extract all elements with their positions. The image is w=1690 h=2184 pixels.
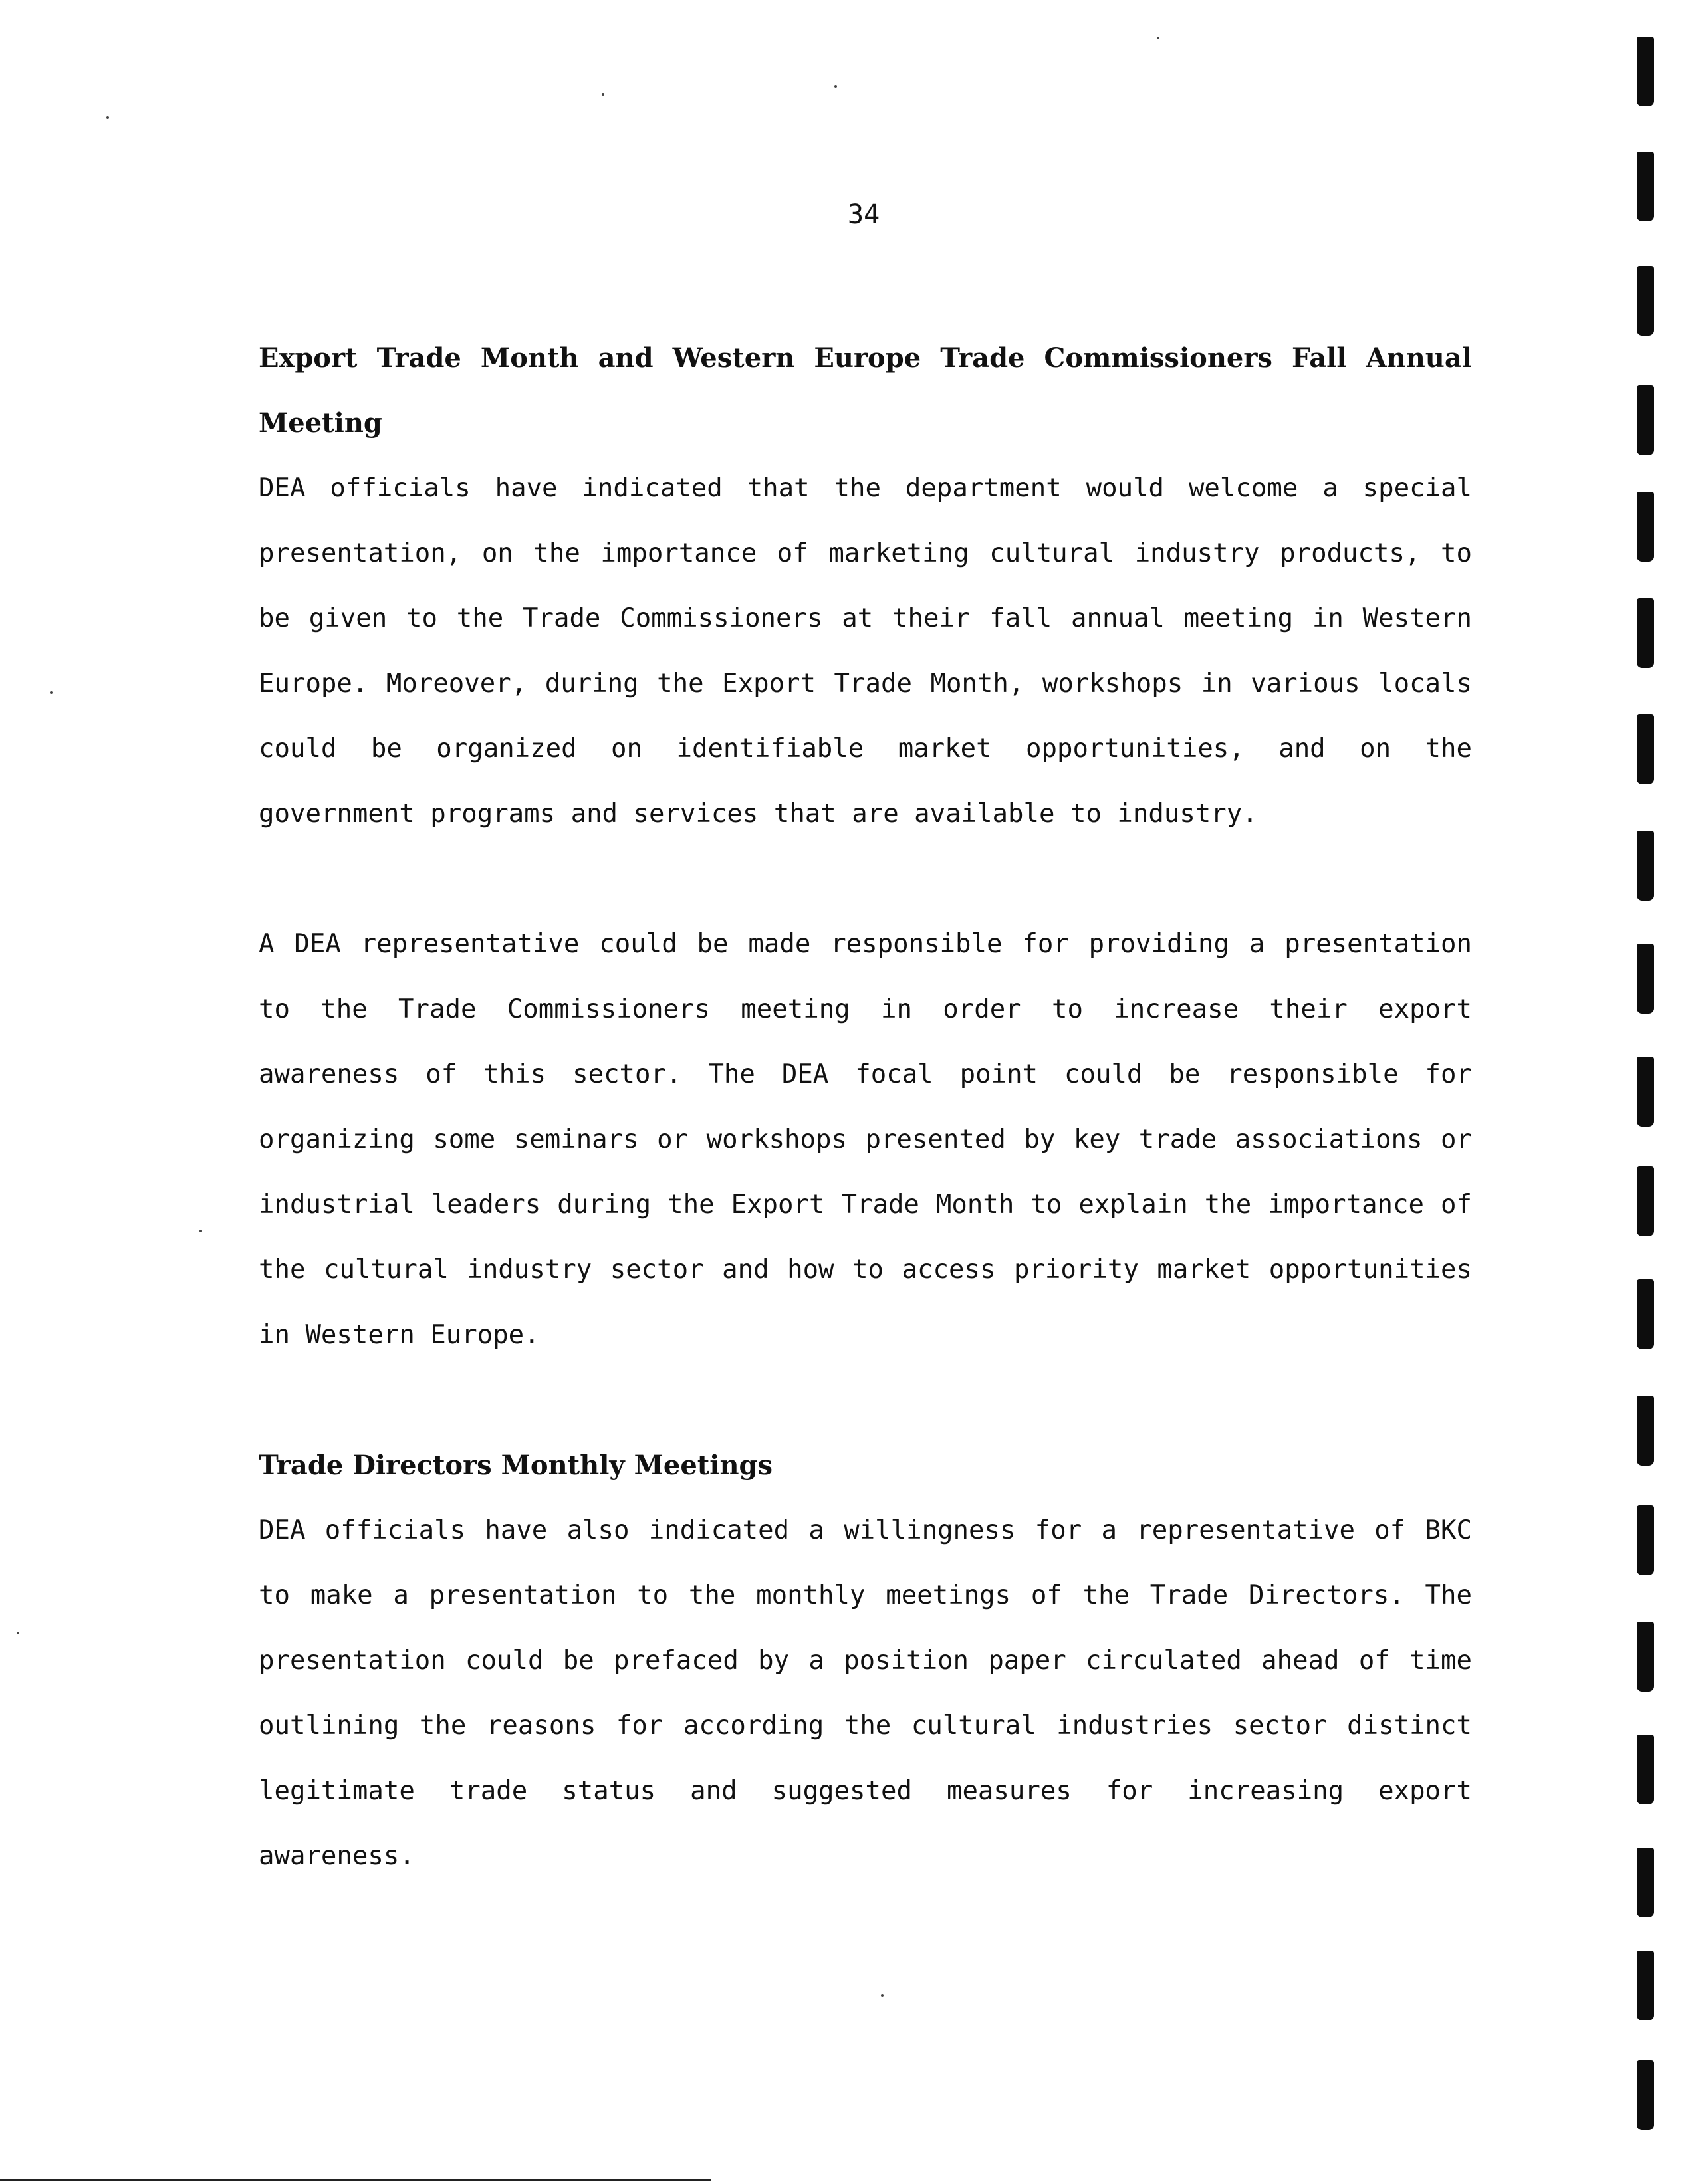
binder-hole [1637,492,1654,562]
binder-hole [1637,1057,1654,1127]
scan-speck [602,93,604,96]
scan-speck [17,1632,19,1634]
binder-holes [1610,0,1690,2184]
section-heading-export-trade-month: Export Trade Month and Western Europe Trade Commissioners Fall Annual Meeting [259,342,1472,439]
binder-hole [1637,1622,1654,1692]
binder-hole [1637,1505,1654,1575]
scan-edge-line [0,2179,711,2181]
binder-hole [1637,1396,1654,1466]
scan-speck [1157,37,1159,39]
binder-hole [1637,1951,1654,2020]
document-body [259,326,1472,1889]
binder-hole [1637,1279,1654,1349]
scan-speck [199,1230,202,1232]
scan-speck [106,116,109,119]
binder-hole [1637,266,1654,336]
section-heading-trade-directors-meetings: Trade Directors Monthly Meetings [259,1450,773,1481]
binder-hole [1637,714,1654,784]
binder-hole [1637,385,1654,455]
paragraph: DEA officials have indicated that the department would welcome a special presentation, on the importance of marketing cultural industry products, to be given to the Trade Commissioners at their fall annual meeting in Western Europe. Moreover, during the Export Trade Month, workshops in various locals could be organized on identifiable market opportunities, and on the government programs and services that are available to industry. [259,473,1472,829]
binder-hole [1637,1166,1654,1236]
paragraph: A DEA representative could be made responsible for providing a presentation to the Trade Commissioners meeting in order to increase their export awareness of this sector. The DEA focal point could be responsible for organizing some seminars or workshops presented by key trade associations or industrial leaders during the Export Trade Month to explain the importance of the cultural industry sector and how to access priority market opportunities in Western Europe. [259,929,1472,1350]
scan-speck [50,691,53,694]
binder-hole [1637,831,1654,901]
binder-hole [1637,37,1654,106]
paragraph: DEA officials have also indicated a willingness for a representative of BKC to make a presentation to the monthly meetings of the Trade Directors. The presentation could be prefaced by a position paper circulated ahead of time outlining the reasons for according the cultural industries sector distinct legitimate trade status and suggested measures for increasing export awareness. [259,1515,1472,1871]
page-number: 34 [848,199,880,230]
binder-hole [1637,1735,1654,1804]
binder-hole [1637,152,1654,221]
binder-hole [1637,2060,1654,2130]
scan-speck [881,1994,884,1997]
scan-speck [834,85,837,88]
binder-hole [1637,598,1654,668]
binder-hole [1637,1848,1654,1917]
binder-hole [1637,944,1654,1014]
